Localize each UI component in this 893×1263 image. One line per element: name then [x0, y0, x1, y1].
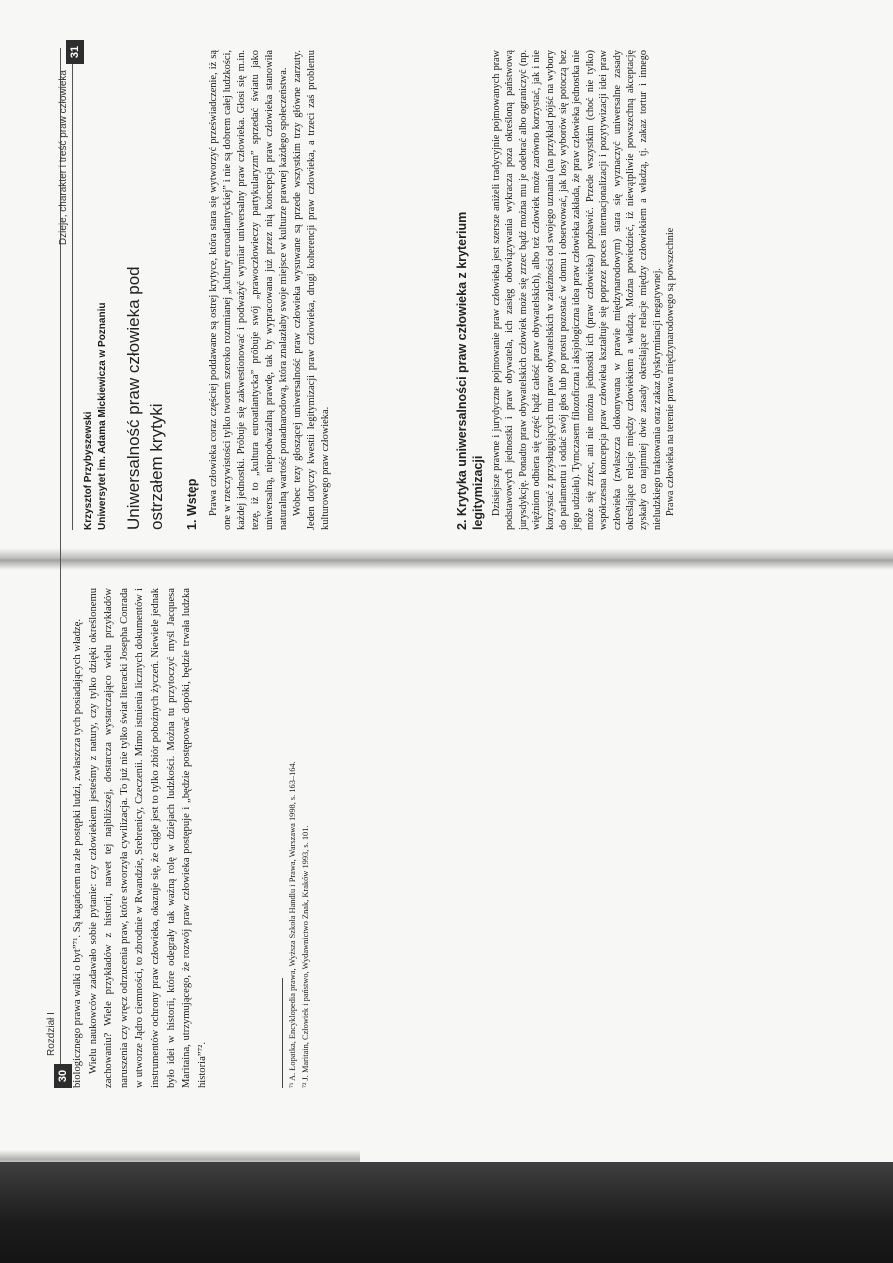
section-heading: 2. Krytyka uniwersalności praw człowieka z kryterium legitymizacji — [455, 211, 485, 530]
article-title: Uniwersalność praw człowieka pod ostrzałem krytyki — [124, 266, 166, 530]
scanner-dark-edge — [0, 1162, 893, 1263]
running-header: Rozdział I — [46, 1012, 57, 1056]
author-block — [82, 50, 110, 530]
header-rule — [72, 40, 73, 530]
footnote: ⁷² J. Maritain, Człowiek i państwo, Wydawnictwo Znak, Kraków 1993, s. 101. — [301, 825, 310, 1088]
page-number-box: 31 — [66, 40, 84, 64]
page-number-box: 30 — [54, 1064, 72, 1088]
footnote-rule — [282, 978, 283, 1088]
running-header: Dzieje, charakter i treść praw człowieka — [58, 70, 69, 246]
section-heading: 1. Wstęp — [185, 478, 199, 530]
footnotes — [282, 588, 313, 1088]
paragraph: Prawa człowieka coraz częściej poddawane są ostrej krytyce, która stara się wytworzyć przeświadczenie, iż są one w rzeczywistości tylko tworem szeroko rozumianej „kultury euroatlantyckiej” i nie są dobrem całej ludzkości, każdej jednostki. Próbuje się zakwestionować i podważyć wymiar uniwersalny praw człowieka. Głosi się m.in. tezę, iż to „kultura euroatlantycka” próbuje swój „prawoczłowieczy partykularyzm” sprzedać światu jako uniwersalną, niepodważalną prawdę, tak by wypracowana już przez nią koncepcja praw człowieka stanowiła naturalną wartość ponadnarodową, która znalazłaby swoje miejsce w kulturze prawnej każdego społeczeństwa. — [208, 50, 289, 530]
author-affiliation: Uniwersytet im. Adama Mickiewicza w Poznaniu — [97, 302, 108, 530]
footnote: ⁷¹ A. Łopatka, Encyklopedia prawa, Wyższa Szkoła Handlu i Prawa, Warszawa 1998, s. 163–164. — [288, 761, 297, 1088]
paragraph: Prawa człowieka na terenie prawa międzynarodowego są powszechnie — [665, 227, 677, 516]
paragraph: Wobec tezy głoszącej uniwersalność praw człowieka wysuwane są przede wszystkim trzy główne zarzuty. Jeden dotyczy kwestii legitymizacji praw człowieka, drugi koherencji praw człowieka, a trzeci zaś problemu kulturowego praw człowieka. — [292, 50, 331, 530]
paragraph: Dzisiejsze prawne i jurydyczne pojmowanie praw człowieka jest szersze aniżeli tradycyjnie pojmowanych praw podstawowych jednostki i praw obywatela, ich zasięg obowiązywania wykracza poza określoną państwową jurysdykcję. Ponadto praw obywatelskich człowiek może się zrzec bądź można mu je odebrać albo ograniczyć (np. więźniom odbiera się część bądź całość praw obywatelskich), albo też człowiek może zarówno korzystać, jak i nie korzystać z przysługujących mu praw obywatelskich w zależności od swojego uznania (na przykład pójść na wybory do parlamentu i oddać swój głos lub po prostu pozostać w domu i obserwować, jak losy wyborów się potoczą bez jego udziału). Tymczasem filozoficzna i aksjologiczna idea praw człowieka zakłada, że praw człowieka jednostka nie może się zrzec, ani nie można jednostki ich (praw człowieka) pozbawić. Przede wszystkim (choć nie tylko) współczesna koncepcja praw człowieka kształtuje się poprzez proces internacjonalizacji i pozytywizacji idei praw człowieka (zwłaszcza dokonywana w prawie międzynarodowym) stara się wyznaczyć uniwersalne zasady określające relacje między człowiekiem a władzą. Można powiedzieć, iż niewątpliwie powszechną akceptację zyskały co najmniej dwie zasady określające relacje między człowiekiem a władzą, tj. zakaz tortur i innego nieludzkiego traktowania oraz zakaz dyskryminacji negatywnej. — [491, 50, 663, 530]
left-body-text — [70, 588, 210, 1088]
paragraph: biologicznego prawa walki o byt”⁷¹. Są kagańcem na złe postępki ludzi, zwłaszcza tych posiadających władzę. — [72, 619, 83, 1088]
section2-body — [490, 50, 678, 530]
section1-body — [207, 50, 333, 530]
right-page — [58, 40, 812, 530]
paragraph: Wielu naukowców zadawało sobie pytanie: czy człowiekiem jesteśmy z natury, czy tylko dzięki określonemu zachowaniu? Wiele przykładów z historii, nawet tej najbliższej, dostarcza wystarczająco wielu przykładów naruszenia czy wręcz odrzucenia praw, które stworzyła cywilizacja. To już nie tylko świat literacki Josepha Conrada w utworze Jądro ciemności, to zbrodnie w Rwandzie, Srebrenicy, Czeczenii. Mimo istnienia licznych dokumentów i instrumentów ochrony praw człowieka, okazuje się, że ciągle jest to tylko zbiór pobożnych życzeń. Niewiele jednak było idei w historii, które odegrały tak ważną rolę w dziejach ludzkości. Można tu przytoczyć myśl Jacquesa Maritaina, utrzymującego, że rozwój praw człowieka postępuje i „będzie postępować dopóki, będzie trwała ludzka historia”⁷². — [87, 588, 208, 1088]
author-name: Krzysztof Przybyszewski — [83, 411, 94, 530]
